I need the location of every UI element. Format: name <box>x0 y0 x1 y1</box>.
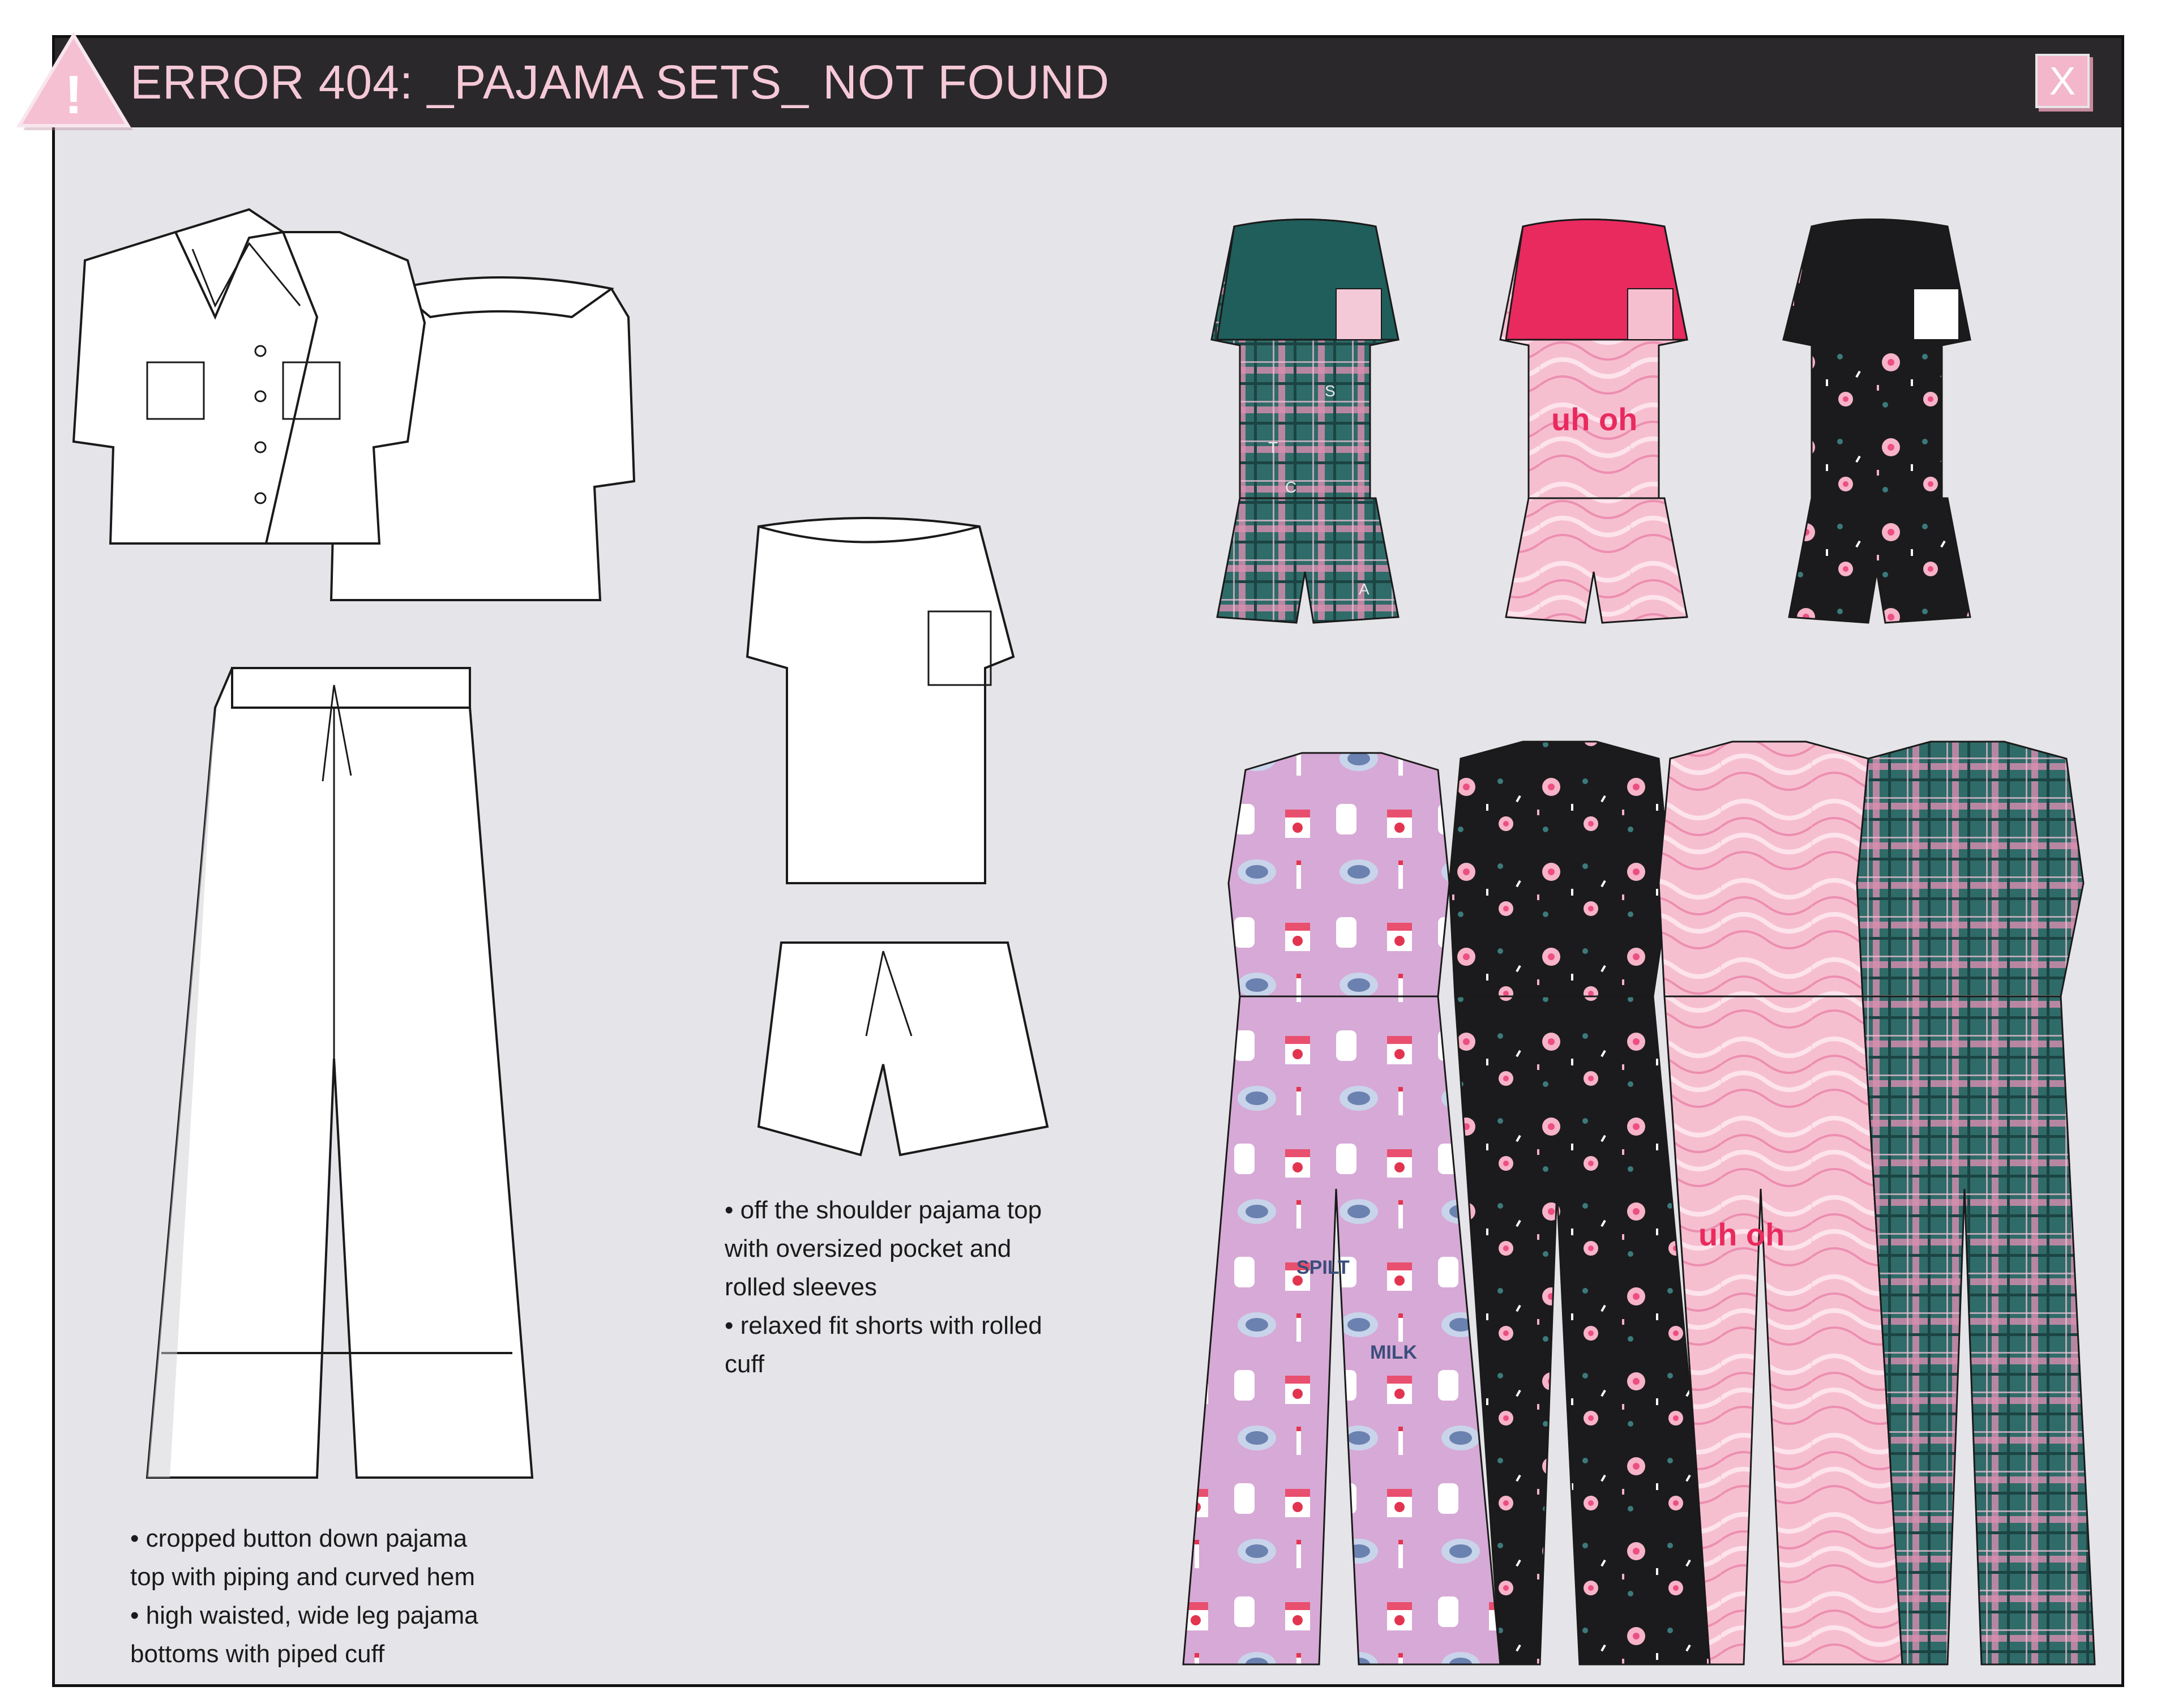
set1-description <box>130 1523 478 1677</box>
set1-line1: • cropped button down pajama <box>130 1525 468 1552</box>
spilt-print: SPILT <box>1296 1257 1350 1278</box>
rolled-shorts-flat <box>759 943 1047 1155</box>
off-shoulder-top-flat <box>747 518 1013 883</box>
uh-oh-print: uh oh <box>1551 401 1638 437</box>
set1-line2: top with piping and curved hem <box>130 1563 476 1591</box>
plaid-letter: C <box>1285 478 1297 496</box>
set1-line4: bottoms with piped cuff <box>130 1640 385 1668</box>
milk-print: MILK <box>1370 1342 1418 1363</box>
set2-line5: cuff <box>725 1350 765 1378</box>
wide-leg-pants-flat <box>147 668 532 1478</box>
button-down-top-front-flat <box>74 209 425 543</box>
close-label: X <box>2049 59 2076 103</box>
set2-line3: rolled sleeves <box>725 1273 878 1301</box>
plaid-shortie-set <box>1212 220 1398 623</box>
uh-oh-print: uh oh <box>1698 1217 1785 1252</box>
set2-description <box>725 1195 1042 1387</box>
window-title: ERROR 404: _PAJAMA SETS_ NOT FOUND <box>130 55 1110 109</box>
warning-glyph: ! <box>65 65 83 125</box>
daisy-shortie-set <box>1783 220 1970 623</box>
set2-line1: • off the shoulder pajama top <box>725 1196 1042 1224</box>
set2-line4: • relaxed fit shorts with rolled <box>725 1312 1042 1339</box>
plaid-letter: T <box>1268 439 1278 456</box>
set1-line3: • high waisted, wide leg pajama <box>130 1602 478 1629</box>
plaid-letter: A <box>1359 580 1370 598</box>
set2-line2: with oversized pocket and <box>725 1235 1012 1262</box>
plaid-letter: S <box>1325 382 1336 400</box>
